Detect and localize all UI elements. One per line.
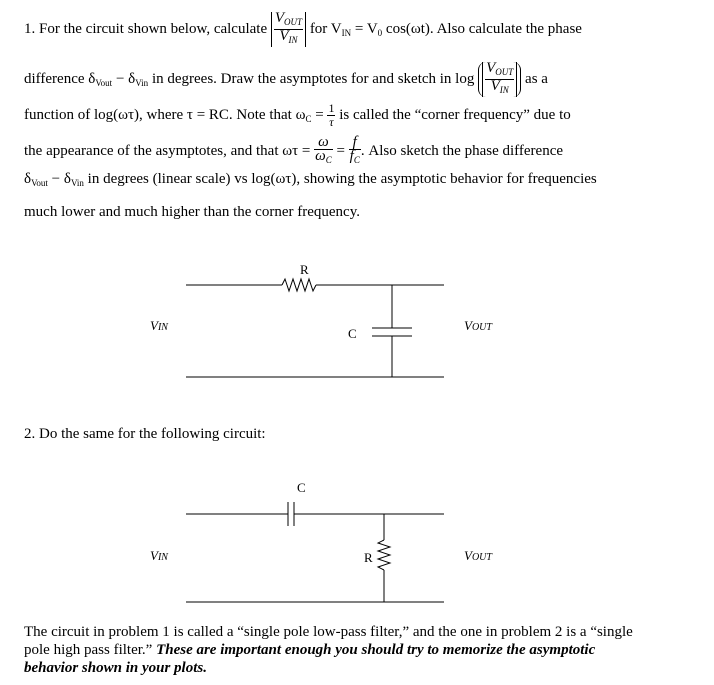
c1-vout-label: VOUT (464, 318, 492, 333)
problem1-line4: the appearance of the asymptotes, and that ωτ = $\frac{\omega}{\omega_C}$ = $\frac{f}{f_C}$ . Also sketch the phase difference (24, 134, 564, 165)
c1-resistor (282, 279, 316, 291)
c2-resistor-label: R (364, 550, 373, 565)
problem1-line2: difference $\delta_{Vout} - \delta_{Vin}$ in degrees. Draw the asymptotes for and sketch in log $\frac{V_{OUT}}{V_{IN}}$ as a (24, 60, 548, 95)
c1-vin-label: VIN (150, 318, 168, 333)
problem1-line3: function of log(ωτ), where τ = RC. Note that $\omega_C$ = $\frac{1}{\tau}$ is called the “corner frequency” due to (24, 101, 571, 129)
footer-note (24, 623, 644, 677)
c2-vin-label: VIN (150, 548, 168, 563)
c2-capacitor-label: C (297, 480, 306, 495)
log-abs-ratio: $\frac{V_{OUT}}{V_{IN}}$ (478, 62, 521, 97)
problem1-text-a: For the circuit shown below, calculate (39, 20, 268, 37)
c1-resistor-label: R (300, 262, 309, 277)
c2-resistor (378, 540, 390, 570)
c2-vout-label: VOUT (464, 548, 492, 563)
problem1-line1: 1. For the circuit shown below, calculate $\frac{V_{OUT}}{V_{IN}}$ for $V_{IN} = V_0$ cos(ωt). Also calculate the phase (24, 10, 582, 45)
footer-emphasis: These are important enough you should try to memorize the asymptotic behavior shown in your plots. (24, 642, 596, 676)
vout-vin-ratio: $\frac{V_{OUT}}{V_{IN}}$ (271, 12, 306, 47)
c1-capacitor-label: C (348, 326, 357, 341)
problem1-number: 1. (24, 20, 36, 37)
footer-text: The circuit in problem 1 is called a “single pole low-pass filter,” and the one in problem 2 is a “single pole high pass filter.” (24, 624, 633, 658)
problem2-text: 2. Do the same for the following circuit: (24, 426, 266, 442)
problem1-line6: much lower and much higher than the corner frequency. (24, 204, 360, 220)
problem1-line5: $\delta_{Vout} - \delta_{Vin}$ in degrees (linear scale) vs log(ωτ), showing the asymptotic behavior for frequencies (24, 171, 597, 188)
